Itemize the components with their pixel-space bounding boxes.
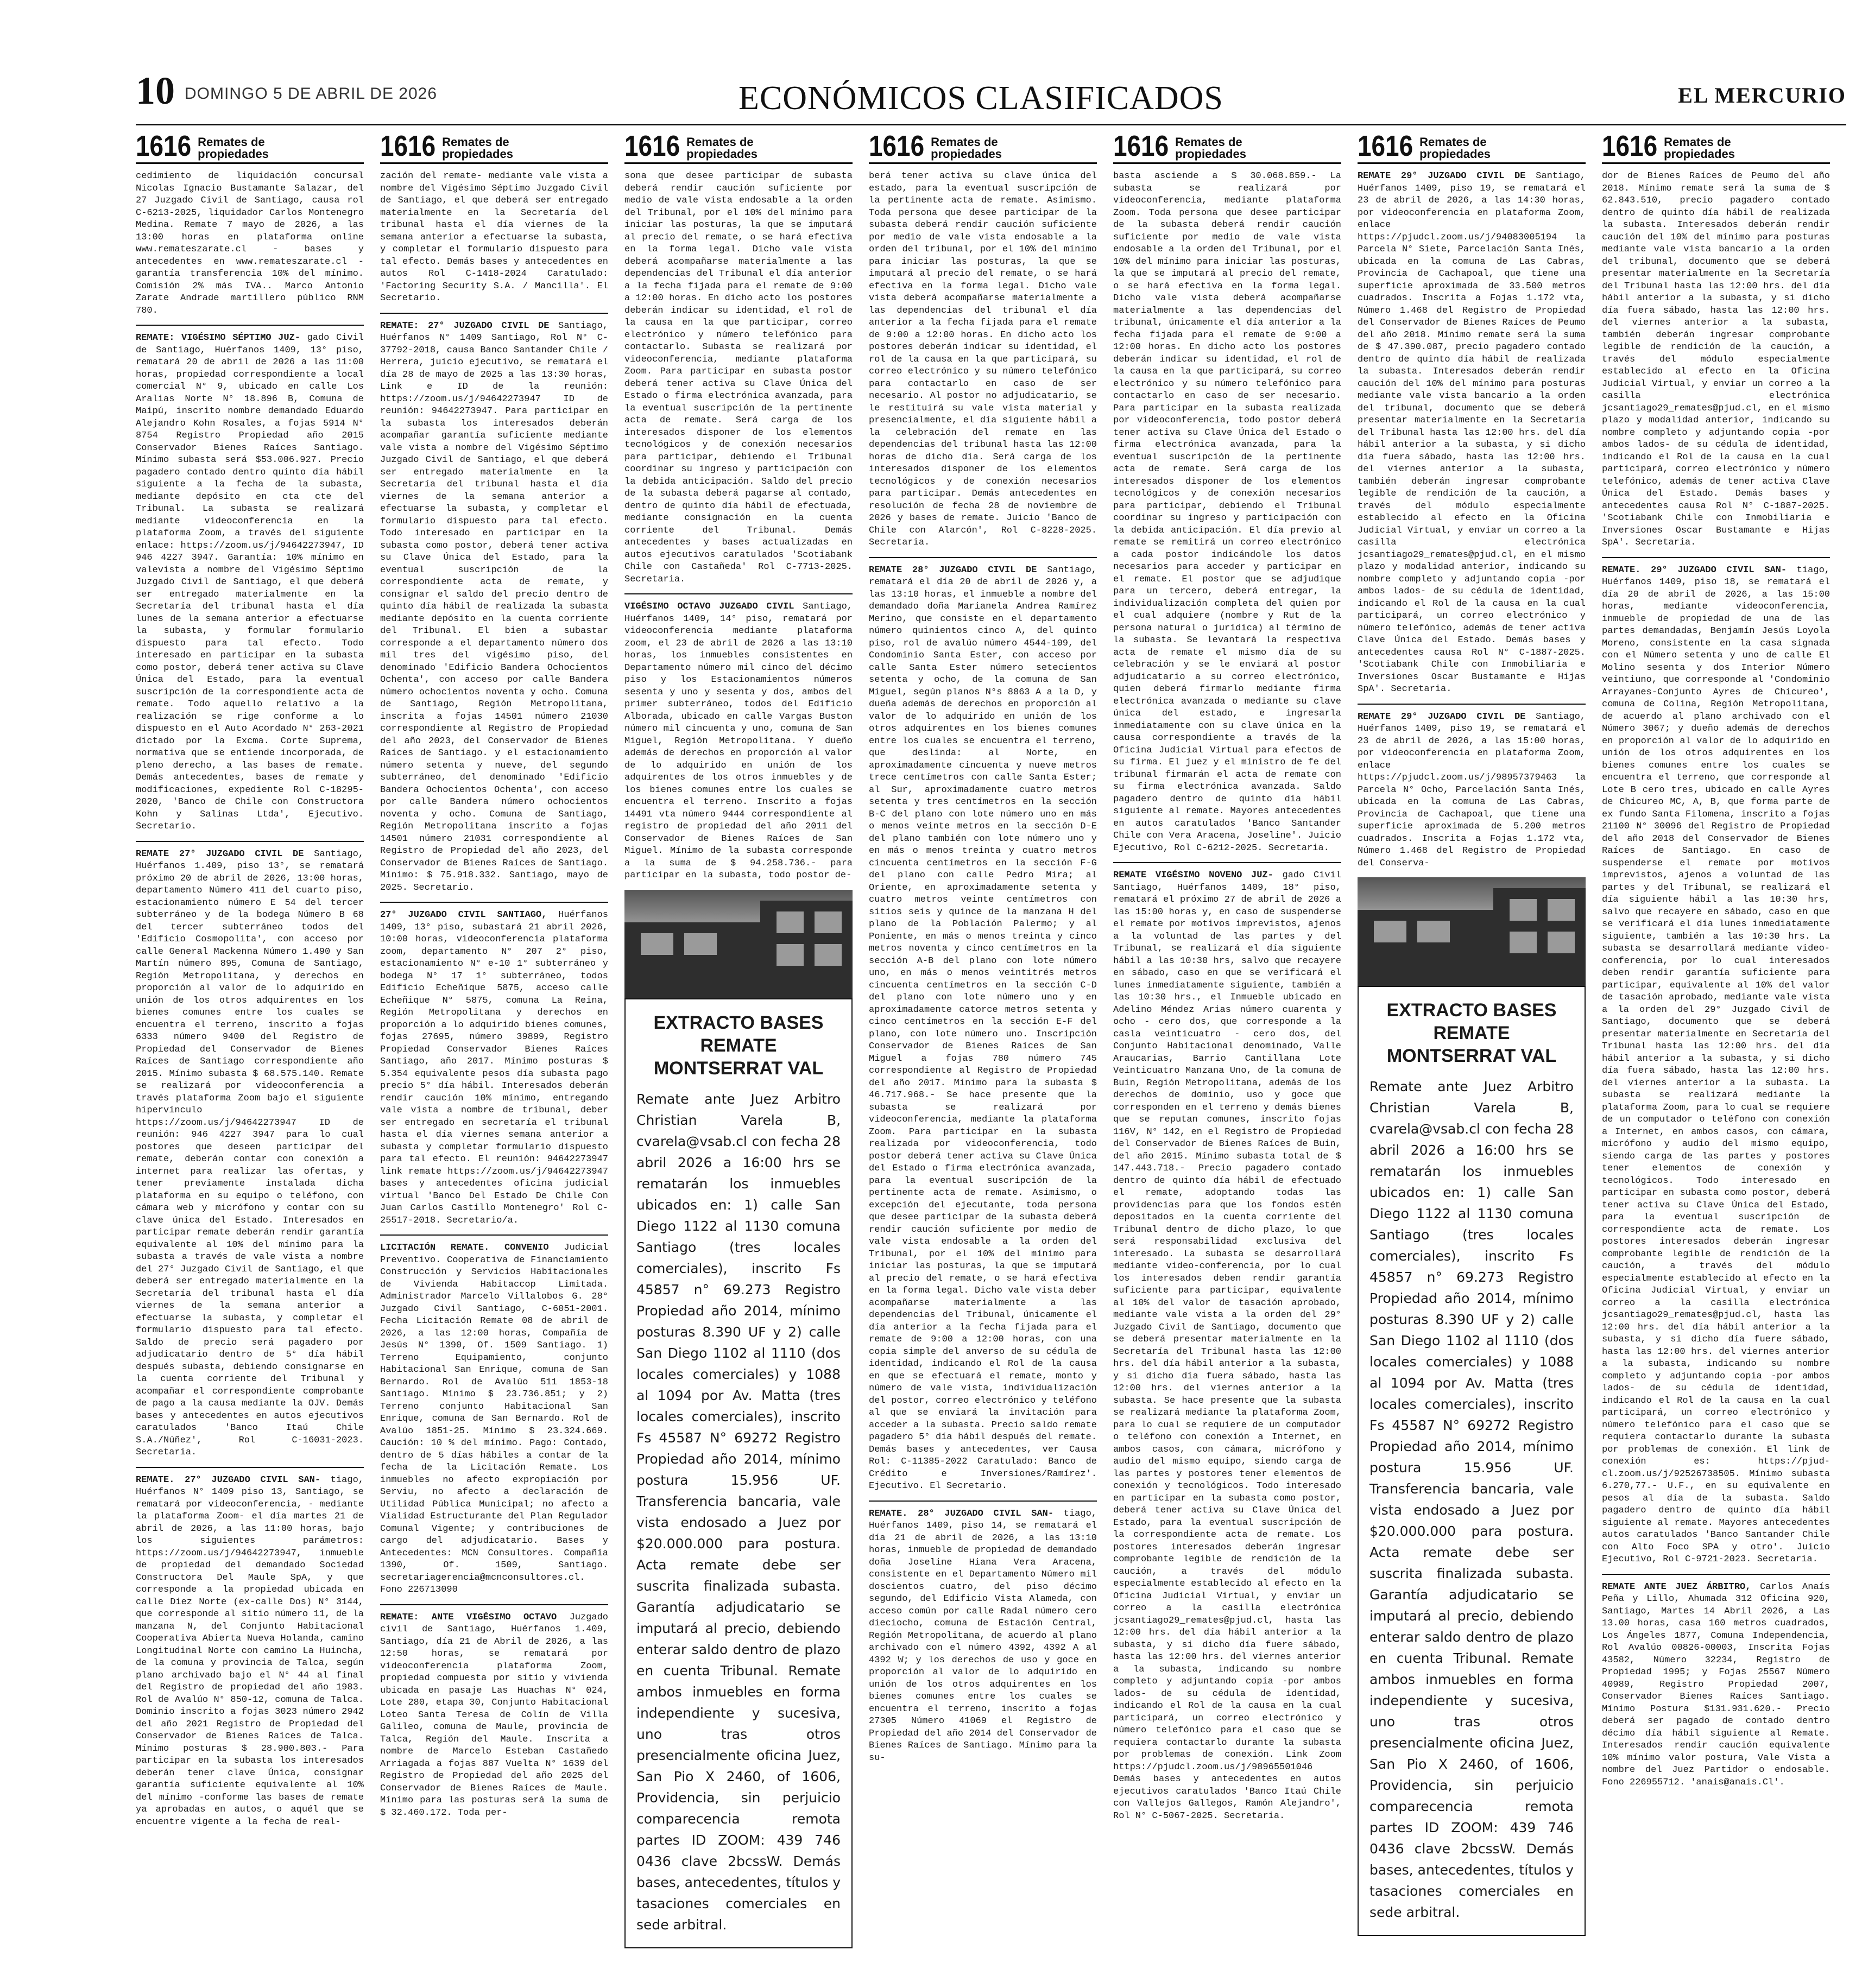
category-label: Remates de propiedades <box>686 135 758 161</box>
classified-ad <box>1113 170 1341 854</box>
newspaper-brand: EL MERCURIO <box>1678 83 1846 107</box>
classified-ad <box>1602 557 1830 1566</box>
category-code: 1616 <box>1358 130 1413 162</box>
category-label: Remates de propiedades <box>931 135 1002 161</box>
ad-text: dor de Bienes Raíces de Peumo del año 2018. Mínimo remate será la suma de $ 62.843.510, precio pagadero contado dentro de quinto día hábil de realizada la subasta. Interesados deberán rendir caución del 10% del mínimo para posturas mediante vale vista bancario a la orden del tribunal, documento que se deberá presentar materialmente en la Secretaría del Tribunal hasta las 12:00 hrs. del día hábil anterior a la subasta, y si dicho día fuera sábado, hasta las 12:00 hrs. del viernes anterior a la subasta, también deberán ingresar comprobante legible de rendición de la caución, a través del módulo especialmente establecido al efecto en la Oficina Judicial Virtual, y enviar un correo a la casilla electrónica jcsantiago29_remates@pjud.cl, en el mismo plazo y modalidad anterior, indicando su nombre completo y adjuntando copia -por ambos lados- de su cédula de identidad, indicando el Rol de la causa en la cual participará, correo electrónico y número telefónico, además de tener activa Clave Única del Estado. Demás bases y antecedentes causa Rol N° C-1887-2025. 'Scotiabank Chile con Inmobiliaria e Inversiones Oscar Bustamante e Hijas SpA'. Secretaria. <box>1602 171 1830 548</box>
column-7 <box>1602 130 1830 1976</box>
ad-text: Juzgado civil de Santiago, Huérfanos 1.409, Santiago, día 21 de Abril de 2026, a las 12:50 horas, se rematará por videoconferencia plataforma Zoom, propiedad compuesta por sitio y vivienda ubicada en pasaje Las Huachas N° 024, Lote 280, etapa 30, Conjunto Habitacional Loteo Santa Teresa de Colín de Villa Galileo, comuna de Maule, provincia de Talca, Región del Maule. Inscrita a nombre de Marcelo Esteban Castañedo Arriagada a fojas 887 Vuelta N° 1639 del Registro de Propiedad del año 2025 del Conservador de Bienes Raíces de Maule. Mínimo para las posturas será la suma de $ 32.460.172. Toda per- <box>380 1612 608 1818</box>
ad-lead: REMATE. 29° JUZGADO CIVIL SAN- <box>1602 565 1797 575</box>
classified-ad <box>869 170 1097 549</box>
column-3 <box>624 130 853 1976</box>
classified-ad <box>380 313 608 895</box>
ad-text: berá tener activa su clave única del estado, para la eventual suscripción de la pertinente acta de remate. Asimismo. Toda persona que desee participar de la subasta deberá rendir caución suficiente por medio de vale vista endosable a la orden del tribunal, por el 10% del mínimo para iniciar las posturas, la que se imputará al precio del remate, o se hará efectiva en la forma legal. Dicho vale vista deberá acompañarse materialmente a las dependencias del tribunal el día anterior a la fecha fijada para el remate de 9:00 a 12:00 horas. En dicho acto los postores deberán indicar su identidad, el rol de la causa en la que participará, su correo electrónico y su número telefónico para contactarlo en caso de ser necesario. Al postor no adjudicatario, se le restituirá su vale vista material y presencialmente, el día siguiente hábil a la celebración del remate en las dependencias del tribunal hasta las 12:00 horas de dicho día. Será carga de los interesados disponer de los elementos tecnológicos y de conexión necesarios para participar. Demás antecedentes en resolución de fecha 28 de noviembre de 2026 y bases de remate. Juicio 'Banco de Chile con Alarcón', Rol C-8228-2025. Secretaria. <box>869 171 1097 548</box>
ad-lead: VIGÉSIMO OCTAVO JUZGADO CIVIL <box>624 602 803 612</box>
classified-ad <box>1113 862 1341 1822</box>
column-header <box>869 130 1097 164</box>
section-title: ECONÓMICOS CLASIFICADOS <box>739 80 1223 117</box>
classified-ad <box>1358 170 1586 696</box>
column-body <box>136 164 364 1828</box>
category-code: 1616 <box>136 130 192 162</box>
ad-text: Santiago, Huérfanos 1409, piso 19, se rematará el 23 de abril de 2026, a las 15:00 horas, por videoconferencia en plataforma Zoom, enlace https://pjudcl.zoom.us/j/98957379463 la Parcela N° Ocho, Parcelación Santa Inés, ubicada en la comuna de Las Cabras, Provincia de Cachapoal, que tiene una superficie aproximada de 5.200 metros cuadrados. Inscrita a Fojas 1.172 vta, Número 1.468 del Registro de Propiedad del Conserva- <box>1358 711 1586 869</box>
extract-bases-body: Remate ante Juez Arbitro Christian Varela B, cvarela@vsab.cl con fecha 28 abril 2026 a 16:00 hrs se rematarán los inmuebles ubicados en: 1) calle San Diego 1122 al 1130 comuna Santiago (tres locales comerciales), inscrito Fs 45857 n° 69.273 Registro Propiedad año 2014, mínimo posturas 8.390 UF y 2) calle San Diego 1102 al 1110 (dos locales comerciales) y 1088 al 1094 por Av. Matta (tres locales comerciales), inscrito Fs 45587 N° 69272 Registro Propiedad año 2014, mínimo postura 15.956 UF. Transferencia bancaria, vale vista endosado a Juez por $20.000.000 para postura. Acta remate debe ser suscrita finalizada subasta. Garantía adjudicatario se imputará al precio, debiendo enterar saldo dentro de plazo en cuenta Tribunal. Remate ambos inmuebles en forma independiente y sucesiva, uno tras otros presencialmente oficina Juez, San Pio X 2460, of 1606, Providencia, sin perjuicio comparecencia remota partes ID ZOOM: 439 746 0436 clave 2bcssW. Demás bases, antecedentes, títulos y tasaciones comerciales en sede arbitral. <box>1369 1079 1574 1920</box>
column-5 <box>1113 130 1341 1976</box>
classified-ad <box>1602 1574 1830 1789</box>
classified-ad <box>380 1234 608 1597</box>
category-label: Remates de propiedades <box>1664 135 1735 161</box>
ad-text: zación del remate- mediante vale vista a nombre del Vigésimo Séptimo Juzgado Civil de Santiago, el que deberá ser entregado materialmente en la Secretaría del tribunal hasta el día viernes de la semana anterior a efectuarse la subasta, y completar el formulario dispuesto para tal efecto. Demás bases y antecedentes en autos Rol C-1418-2024 Caratulado: 'Factoring Security S.A. / Mancilla'. El Secretario. <box>380 171 608 303</box>
page-date: DOMINGO 5 DE ABRIL DE 2026 <box>185 85 438 103</box>
ad-text: Carlos Anaís Peña y Lillo, Ahumada 312 Oficina 920, Santiago, Martes 14 Abril 2026, a Las 13.00 horas, casa 160 metros cuadrados, Los Ángeles 1877, Comuna Independencia, Rol Avalúo 00826-00003, Inscrita Fojas 43582, Número 32234, Registro de Propiedad 1995; y Fojas 25567 Número 40989, Registro Propiedad 2007, Conservador Bienes Raíces Santiago. Mínimo Postura $131.931.620.- Precio deberá ser pagado de contado dentro décimo día hábil siguiente al Remate. Interesados rendir caución equivalente 10% mínimo valor postura, Vale Vista a nombre del Juez Partidor o endosable. Fono 226955712. 'anais@anais.Cl'. <box>1602 1581 1830 1788</box>
column-header <box>380 130 608 164</box>
extract-bases-body: Remate ante Juez Arbitro Christian Varela B, cvarela@vsab.cl con fecha 28 abril 2026 a 16:00 hrs se rematarán los inmuebles ubicados en: 1) calle San Diego 1122 al 1130 comuna Santiago (tres locales comerciales), inscrito Fs 45857 n° 69.273 Registro Propiedad año 2014, mínimo posturas 8.390 UF y 2) calle San Diego 1102 al 1110 (dos locales comerciales) y 1088 al 1094 por Av. Matta (tres locales comerciales), inscrito Fs 45587 N° 69272 Registro Propiedad año 2014, mínimo postura 15.956 UF. Transferencia bancaria, vale vista endosado a Juez por $20.000.000 para postura. Acta remate debe ser suscrita finalizada subasta. Garantía adjudicatario se imputará al precio, debiendo enterar saldo dentro de plazo en cuenta Tribunal. Remate ambos inmuebles en forma independiente y sucesiva, uno tras otros presencialmente oficina Juez, San Pio X 2460, of 1606, Providencia, sin perjuicio comparecencia remota partes ID ZOOM: 439 746 0436 clave 2bcssW. Demás bases, antecedentes, títulos y tasaciones comerciales en sede arbitral. <box>636 1091 841 1933</box>
ad-lead: REMATE. 27° JUZGADO CIVIL SAN- <box>136 1474 331 1485</box>
column-header <box>136 130 364 164</box>
ad-lead: REMATE: ANTE VIGÉSIMO OCTAVO <box>380 1612 570 1623</box>
property-photo <box>624 890 853 998</box>
extract-bases-title: EXTRACTO BASES REMATE MONTSERRAT VAL <box>653 1012 824 1079</box>
ad-text: Judicial Preventivo. Cooperativa de Financiamiento Construcción y Servicios Habitacionales de Vivienda Habitaccop Limitada. Administrador Marcelo Villalobos G. 28° Juzgado Civil Santiago, C-6051-2001. Fecha Licitación Remate 08 de abril de 2026, a las 12:00 horas, Compañía de Jesús N° 1390, Of. 1509 Santiago. 1) Terreno Equipamiento, conjunto Habitacional San Enrique, comuna de San Bernardo. Rol de Avalúo 511 1853-18 Santiago. Mínimo $ 23.736.851; y 2) Terreno conjunto Habitacional San Enrique, comuna de San Bernardo. Rol de Avalúo 1851-25. Mínimo $ 23.324.669. Caución: 10 % del mínimo. Pago: Contado, dentro de 5 días hábiles a contar de la fecha de la Licitación Remate. Los inmuebles no afecto expropiación por Serviu, no afecto a declaración de Utilidad Pública Municipal; no afecto a Vialidad Estructurante del Plan Regulador Comunal Vigente; y contribuciones de cargo del adjudicatario. Bases y Antecedentes: MCN Consultores. Compañía 1390, Of. 1509, Santiago. secretariagerencia@mcnconsultores.cl. Fono 226713090 <box>380 1243 608 1595</box>
ad-text: cedimiento de liquidación concursal Nicolas Ignacio Bustamante Salazar, del 27 Juzgado Civil de Santiago, causa rol C-6213-2025, liquidador Carlos Montenegro Medina. Remate 7 mayo de 2026, a las 13:00 horas en plataforma online www.remateszarate.cl - bases y antecedentes en www.remateszarate.cl - garantía transferencia 10% del mínimo. Comisión 2% más IVA.. Marco Antonio Zarate Andrade martillero público RNM 780. <box>136 171 364 316</box>
column-body <box>1602 164 1830 1789</box>
masthead-rule <box>136 124 1846 125</box>
ad-lead: REMATE VIGÉSIMO NOVENO JUZ- <box>1113 870 1283 881</box>
ad-text: Santiago, Huérfanos 1409, 14° piso, rematará por videoconferencia mediante plataforma zoom, el 23 de abril de 2026 a las 13:10 horas, los inmuebles consistentes en Departamento número mil cinco del décimo piso y los Estacionamientos números sesenta y uno y sesenta y dos, ambos del primer subterráneo, todos del Edificio Alborada, ubicado en calle Vargas Buston número mil cincuenta y uno, comuna de San Miguel, Región Metropolitana. Y dueño además de derechos en proporción al valor de lo adquirido en unión de los adquirentes de los otros inmuebles y de los bienes comunes entre los cuales se encuentra el terreno. Inscrito a fojas 14491 vta número 9444 correspondiente al registro de propiedad del año 2011 del Conservador de Bienes Raíces de San Miguel. Mínimo de la subasta corresponde a la suma de $ 94.258.736.- para participar en la subasta, todo postor de- <box>624 602 853 881</box>
column-header <box>1113 130 1341 164</box>
ad-text: gado Civil Santiago, Huérfanos 1409, 18° piso, rematará el próximo 27 de abril de 2026 a las 15:00 horas y, en caso de suspenderse el remate por motivos imprevistos, ajenos a la voluntad de las partes y del Tribunal, se realizará el día siguiente hábil a las 10:30 hrs, salvo que recayere en sábado, caso en que se verificará el lunes inmediatamente siguiente, también a las 10:30 hrs., el Inmueble ubicado en Adelino Méndez Arias número cuarenta y ocho - cero dos, que corresponde a la casla veinticuatro - cero dos, del Conjunto Habitacional denominado, Valle Araucarias, Barrio Cantillana Lote Veinticuatro Manzana Uno, de la comuna de Buin, Región Metropolitana, además de los derechos de dominio, uso y goce que corresponden en el terreno y demás bienes que se reputan comunes, inscrito fojas 116V, N° 142, en el Registro de Propiedad del Conservador de Bienes Raíces de Buin, del año 2015. Mínimo subasta total de $ 147.443.718.- Precio pagadero contado dentro de quinto día hábil de efectuado el remate, adoptando todas las providencias para que los fondos estén depositados en la cuenta corriente del Tribunal dentro de dicho plazo, lo que será responsabilidad exclusiva del interesado. La subasta se desarrollará mediante video-conferencia, por lo cual los interesados deben rendir garantía suficiente para participar, equivalente al 10% del valor de tasación aprobado, mediante vale vista a la orden del 29° Juzgado Civil de Santiago, documento que se deberá presentar materialmente en la Secretaría del Tribunal hasta las 12:00 hrs. del día hábil anterior a la subasta, y si dicho día fuera sábado, hasta las 12:00 hrs. del viernes anterior a la subasta. Se hace presente que la subasta se realizará mediante la plataforma Zoom, para lo cual se requiere de un computador o teléfono con conexión a Internet, en ambos casos, con cámara, micrófono y audio del mismo equipo, siendo carga de las partes y postores tener elementos de conexión y tecnológicos. Todo interesado en participar en la subasta como postor, deberá tener activa su Clave Única del Estado, para la eventual suscripción de la correspondiente acta de remate. Los postores interesados deberán ingresar comprobante legible de rendición de la caución, a través del módulo especialmente establecido al efecto en la Oficina Judicial Virtual, y enviar un correo a la casilla electrónica jcsantiago29_remates@pjud.cl, hasta las 12:00 hrs. del día hábil anterior a la subasta, y si dicho día fuere sábado, hasta las 12:00 hrs. del viernes anterior a la subasta, indicando su nombre completo y adjuntando copia -por ambos lados- de su cédula de identidad, indicando el Rol de la causa en la cual participará, un correo electrónico y número telefónico para el caso que se requiera contactarlo durante la subasta por problemas de conexión. Link Zoom https://pjudcl.zoom.us/j/98965501046 Demás bases y antecedentes en autos ejecutivos caratulados 'Banco Itaú Chile con Vallejos Gallegos, Ramón Alejandro', Rol N° C-5067-2025. Secretaria. <box>1113 870 1341 1821</box>
classified-ad <box>136 841 364 1459</box>
column-header <box>1358 130 1586 164</box>
extract-bases-title: EXTRACTO BASES REMATE MONTSERRAT VAL <box>1386 1000 1557 1066</box>
category-code: 1616 <box>869 130 925 162</box>
column-body <box>624 164 853 1948</box>
column-header <box>624 130 853 164</box>
classified-ad <box>136 170 364 317</box>
ad-lead: REMATE 27° JUZGADO CIVIL DE <box>136 849 314 859</box>
classified-ad <box>869 557 1097 1493</box>
ad-text: Santiago, Huérfanos N° 1409 Santiago, Rol N° C-37792-2018, causa Banco Santander Chile / Herrera, juicio ejecutivo, se rematará el día 28 de mayo de 2025 a las 13:30 horas, Link e ID de la reunión: https://zoom.us/j/94642273947 ID de reunión: 94642273947. Para participar en la subasta los interesados deberán acompañar garantía suficiente mediante vale vista a nombre del Vigésimo Séptimo Juzgado Civil de Santiago, el que deberá ser entregado materialmente en la Secretaría del tribunal hasta el día viernes de la semana anterior a efectuarse la subasta, y completar el formulario dispuesto para tal efecto. Todo interesado en participar en la subasta como postor, deberá tener activa su Clave Única del Estado, para la eventual suscripción de la correspondiente acta de remate, y consignar el saldo del precio dentro de quinto día hábil de realizada la subasta mediante depósito en la cuenta corriente del Tribunal. El bien a subastar corresponde a el departamento número dos mil tres del vigésimo piso, del denominado 'Edificio Bandera Ochocientos Ochenta', con acceso por calle Bandera número ochocientos noventa y ocho. Comuna de Santiago, Región Metropolitana, inscrita a fojas 14501 número 21030 correspondiente al Registro de Propiedad del año 2023, del Conservador de Bienes Raíces de Santiago. y el estacionamiento número setenta y nueve, del segundo subterráneo, del denominado 'Edificio Bandera Ochocientos Ochenta', con acceso por calle Bandera número ochocientos noventa y ocho. Comuna de Santiago, Región Metropolitana inscrito a fojas 14501 número 21031 correspondiente al Registro de Propiedad del año 2023, del Conservador de Bienes Raíces de Santiago. Mínimo: $ 75.918.332. Santiago, mayo de 2025. Secretario. <box>380 320 608 893</box>
ad-lead: LICITACIÓN REMATE. CONVENIO <box>380 1243 564 1253</box>
classified-ad <box>624 593 853 882</box>
extract-bases-box <box>1358 986 1586 1936</box>
ad-lead: REMATE: VIGÉSIMO SÉPTIMO JUZ- <box>136 333 307 343</box>
column-1 <box>136 130 364 1976</box>
property-photo <box>1358 877 1586 986</box>
column-header <box>1602 130 1830 164</box>
category-label: Remates de propiedades <box>1419 135 1491 161</box>
column-body <box>380 164 608 1819</box>
classified-ad <box>136 325 364 833</box>
column-4 <box>869 130 1097 1976</box>
masthead <box>136 64 1846 124</box>
category-label: Remates de propiedades <box>198 135 269 161</box>
category-code: 1616 <box>1602 130 1658 162</box>
ad-text: Santiago, rematará el día 20 de abril de 2026 y, a las 13:10 horas, el inmueble a nombre del demandado doña Marianela Andrea Ramírez Merino, que consiste en el departamento número quinientos cinco A, del quinto piso, rol de avalúo número 4544-109, del Condominio Santa Ester, con acceso por calle Santa Ester número setecientos setenta y ocho, de la comuna de San Miguel, según planos N°s 8863 A a la D, y dueña además de derechos en proporción al valor de lo adquirido en unión de los otros adquirentes en los bienes comunes entre los cuales se encuentra el terreno, que deslinda: al Norte, en aproximadamente cincuenta y nueve metros trece centímetros con calle Santa Ester; al Sur, aproximadamente cuatro metros setenta y tres centímetros en la sección B-C del plano con lote número uno en más o menos veinte metros en la sección D-E del plano también con lote número uno y en más o menos treinta y cuatro metros cincuenta centímetros en la sección F-G del plano con calle Pedro Mira; al Oriente, en aproximadamente setenta y cuatro metros veinte centímetros con sitios seis y quince de la manzana H del plano de la Población Palermo; y al Poniente, en más o menos treinta y cinco metros noventa y cinco centímetros en la sección A-B del plano con lote número uno, en más o menos veintitrés metros cincuenta centímetros en la sección C-D del plano con lote número uno y en aproximadamente catorce metros setenta y cinco centímetros en la sección E-F del plano, con lote número uno. Inscripción Conservador de Bienes Raíces de San Miguel a fojas 780 número 745 correspondiente al Registro de Propiedad del año 2017. Mínimo para la subasta $ 46.717.968.- Se hace presente que la subasta se realizará por videoconferencia, mediante la plataforma Zoom. Para participar en la subasta realizada por videoconferencia, todo postor deberá tener activa su Clave Única del Estado o firma electrónica avanzada, para la eventual suscripción de la pertinente acta de remate. Asimismo, o excepción del ejecutante, toda persona que desee participar de la subasta deberá rendir caución suficiente por medio de vale vista endosable a la orden del Tribunal, por el 10% del mínimo para iniciar las posturas, la que se imputará al precio del remate, o se hará efectiva en la forma legal. Dicho vale vista deber acompañarse materialmente a las dependencias del Tribunal, únicamente el día anterior a la fecha fijada para el remate de 9:00 a 12:00 horas, con una copia simple del anverso de su cédula de identidad, indicando el Rol de la causa en que se efectuará el remate, monto y número de vale vista, individualización del postor, correo electrónico y teléfono al que se enviará la invitación para acceder a la subasta. Precio saldo remate pagadero 5° día hábil después del remate. Demás bases y antecedentes, ver Causa Rol: C-11385-2022 Caratulado: Banco de Crédito e Inversiones/Ramírez'. Ejecutivo. El Secretario. <box>869 565 1097 1491</box>
ad-lead: REMATE 28° JUZGADO CIVIL DE <box>869 565 1047 575</box>
category-label: Remates de propiedades <box>442 135 513 161</box>
ad-lead: REMATE 29° JUZGADO CIVIL DE <box>1358 711 1536 722</box>
ad-text: Santiago, Huérfanos 1409, piso 19, se rematará el 23 de abril de 2026, a las 14:30 horas, por videoconferencia en plataforma Zoom, enlace https://pjudcl.zoom.us/j/94083005194 la Parcela N° Siete, Parcelación Santa Inés, ubicada en la comuna de Las Cabras, Provincia de Cachapoal, que tiene una superficie aproximada de 33.500 metros cuadrados. Inscrita a Fojas 1.172 vta, Número 1.468 del Registro de Propiedad del Conservador de Bienes Raíces de Peumo del año 2018. Mínimo remate será la suma de $ 47.390.087, precio pagadero contado dentro de quinto día hábil de realizada la subasta. Interesados deberán rendir caución del 10% del mínimo para posturas mediante vale vista bancario a la orden del tribunal, documento que se deberá presentar materialmente en la Secretaría del Tribunal hasta las 12:00 hrs. del día hábil anterior a la subasta, y si dicho día fuera sábado, hasta las 12:00 hrs. del viernes anterior a la subasta, también deberán ingresar comprobante legible de rendición de la caución, a través del módulo especialmente establecido al efecto en la Oficina Judicial Virtual, y enviar un correo a la casilla electrónica jcsantiago29_remates@pjud.cl, en el mismo plazo y modalidad anterior, indicando su nombre completo y adjuntando copia -por ambos lados- de su cédula de identidad, indicando el Rol de la causa en la cual participará, un correo electrónico y número telefónico, además de tener activa Clave Única del Estado. Demás bases y antecedentes causa Rol N° C-1887-2025. 'Scotiabank Chile con Inmobiliaria e Inversiones Oscar Bustamante e Hijas SpA'. Secretaria. <box>1358 171 1586 694</box>
classified-ad <box>624 170 853 586</box>
ad-lead: REMATE ANTE JUEZ ÁRBITRO, <box>1602 1581 1760 1592</box>
category-code: 1616 <box>624 130 680 162</box>
classified-ad <box>380 902 608 1227</box>
classified-ad <box>380 170 608 305</box>
ad-lead: 27° JUZGADO CIVIL SANTIAGO, <box>380 910 559 920</box>
column-body <box>1113 164 1341 1822</box>
classified-ad <box>1358 704 1586 870</box>
category-code: 1616 <box>1113 130 1169 162</box>
classified-ad <box>1602 170 1830 549</box>
column-body <box>869 164 1097 1764</box>
column-6 <box>1358 130 1586 1976</box>
ad-text: tiago, Huérfanos 1409, piso 14, se rematará el día 21 de abril de 2026, a las 13:10 horas, inmueble de propiedad de demandado doña Joseline Hiana Vera Aracena, consistente en el Departamento Número mil doscientos cuatro, del piso décimo segundo, del Edificio Vista Alameda, con acceso común por calle Radal número cero dieciocho, comuna de Estación Central, Región Metropolitana, de acuerdo al plano archivado con el número 4392, 4392 A al 4392 W; y los derechos de uso y goce en proporción al valor de lo adquirido en unión de los otros adquirentes en los bienes comunes entre los cuales se encuentra el terreno, inscrito a fojas 27305 Número 41069 el Registro de Propiedad del año 2014 del Conservador de Bienes Raíces de Santiago. Mínimo para la su- <box>869 1508 1097 1763</box>
ad-lead: REMATE 29° JUZGADO CIVIL DE <box>1358 171 1536 181</box>
classified-ad <box>380 1604 608 1820</box>
ad-text: basta asciende a $ 30.068.859.- La subasta se realizará por videoconferencia, mediante plataforma Zoom. Toda persona que desee participar de la subasta deberá rendir caución suficiente por medio de vale vista endosable a la orden del Tribunal, por el 10% del mínimo para iniciar las posturas, la que se imputará al precio del remate, o se hará efectiva en la forma legal. Dicho vale vista deberá acompañarse materialmente a las dependencias del tribunal, únicamente el día anterior a la fecha fijada para el remate de 9:00 a 12:00 horas. En dicho acto los postores deberán indicar su identidad, el rol de la causa en la que participará, su correo electrónico y su número telefónico para contactarlo en caso de ser necesario. Para participar en la subasta realizada por videoconferencia, todo postor deberá tener activa su Clave Única del Estado o firma electrónica avanzada, para la eventual suscripción de la pertinente acta de remate. Será carga de los interesados disponer de los elementos tecnológicos y de conexión necesarios para participar, debiendo el Tribunal coordinar su ingreso y participación con la debida anticipación. El día previo al remate se remitirá un correo electrónico a cada postor indicándole los datos necesarios para acceder y participar en el remate. El postor que se adjudique para un tercero, deberá entregar, la individualización completa del quien por el cual adquiere (nombre y Rut de la persona natural o jurídica) al término de la subasta. Se levantará la respectiva acta de remate el mismo día de su celebración y se le enviará al postor adjudicatario a su correo electrónico, quien deberá firmarlo mediante firma electrónica avanzada o mediante su clave única del estado, e ingresarla inmediatamente con su clave única en la causa correspondiente a través de la Oficina Judicial Virtual para efectos de su firma. El juez y el ministro de fe del tribunal firmarán el acta de remate con su firma electrónica avanzada. Saldo pagadero dentro de quinto día hábil siguiente al remate. Mayores antecedentes en autos caratulados 'Banco Santander Chile con Vera Aracena, Joseline'. Juicio Ejecutivo, Rol C-6212-2025. Secretaria. <box>1113 171 1341 853</box>
ad-text: tiago, Huérfanos N° 1409 piso 13, Santiago, se rematará por videoconferencia, - mediante la plataforma Zoom- el día martes 21 de abril de 2026, a las 11:00 horas, bajo los siguientes parámetros: https://zoom.us/j/94642273947, inmueble de propiedad del demandado Sociedad Constructora Del Maule SpA, y que corresponde a la propiedad ubicada en calle Diez Norte (ex-calle Dos) N° 3144, que corresponde al sitio número 11, de la manzana N, del Conjunto Habitacional Cooperativa Abierta Nueva Holanda, camino Longitudinal Norte con camino La Huincha, de la comuna y provincia de Talca, según plano archivado bajo el N° 44 al final del Registro de propiedad del año 1983. Rol de Avalúo N° 850-12, comuna de Talca. Dominio inscrito a fojas 3023 número 2942 del año 2021 Registro de Propiedad del Conservador de Bienes Raíces de Talca. Mínimo posturas $ 28.900.803.- Para participar en la subasta los interesados deberán tener clave Única, consignar garantía suficiente equivalente al 10% del mínimo -conforme las bases de remate ya aprobadas en autos, o aquél que se encuentre vigente a la fecha de real- <box>136 1474 364 1827</box>
category-code: 1616 <box>380 130 436 162</box>
ad-text: Huérfanos 1409, 13° piso, subastará 21 abril 2026, 10:00 horas, videoconferencia plataforma zoom, departamento N° 207 2° piso, estacionamiento N° e-10 1° subterráneo y bodega N° 17 1° subterráneo, todos Edificio Echeñique 5875, acceso calle Echeñique N° 5875, comuna La Reina, Región Metropolitana y derechos en proporción a lo adquirido bienes comunes, fojas 27695, número 39899, Registro Propiedad Conservador Bienes Raíces Santiago, año 2017. Mínimo posturas $ 5.354 equivalente pesos día subasta pago precio 5° día hábil. Interesados deberán rendir caución 10% mínimo, entregando vale vista a nombre de tribunal, deber ser entregado en secretaría el tribunal hasta el día viernes semana anterior a subasta y completar formulario dispuesto para tal efecto. El reunión: 94642273947 link remate https://zoom.us/j/94642273947 bases y antecedentes oficina judicial virtual 'Banco Del Estado De Chile Con Juan Carlos Castillo Montenegro' Rol C-25517-2018. Secretario/a. <box>380 910 608 1226</box>
page-number: 10 <box>136 69 175 112</box>
category-label: Remates de propiedades <box>1175 135 1246 161</box>
ad-text: Santiago, Huérfanos 1.409, piso 13°, se rematará próximo 20 de abril de 2026, 13:00 horas, departamento Número 411 del cuarto piso, estacionamiento número E 54 del tercer subterráneo y de la bodega Número B 68 del tercer subterráneo todos del 'Edificio Cosmopolita', con acceso por calle General Mackenna Número 1.490 y San Martín número 895, Comuna de Santiago, Región Metropolitana, y derechos en proporción al valor de lo adquirido en unión de los otros adquirentes en los bienes comunes entre los cuales se encuentra el terreno, inscrito a fojas 6333 número 9400 del Registro de Propiedad del Conservador de Bienes Raíces de Santiago correspondiente año 2015. Mínimo subasta $ 68.575.140. Remate se realizará por videoconferencia a través plataforma Zoom bajo el siguiente hipervínculo https://zoom.us/j/94642273947 ID de reunión: 946 4227 3947 para lo cual postores que deseen participar del remate, deberán contar con conexión a internet para realizar las ofertas, y tener previamente instalada dicha plataforma en su equipo o teléfono, con cámara web y micrófono y contar con su clave única del Estado. Interesados en participar remate deberán rendir garantía equivalente al 10% del mínimo para la subasta a través de vale vista a nombre del 27° Juzgado Civil de Santiago, el que deberá ser entregado materialmente en la Secretaría del tribunal hasta el día viernes de la semana anterior a efectuarse la subasta, y completar el formulario dispuesto para tal efecto. Saldo de precio será pagadero por adjudicatario dentro de 5° día hábil después subasta, debiendo consignarse en la cuenta corriente del Tribunal y acompañar el correspondiente comprobante de pago a la causa mediante la OJV. Demás bases y antecedentes en autos ejecutivos caratulados 'Banco Itaú Chile S.A./Núñez', Rol C-16031-2023. Secretaria. <box>136 849 364 1458</box>
extract-bases-box <box>624 998 853 1948</box>
ad-text: gado Civil de Santiago, Huérfanos 1409, 13° piso, rematará 20 de abril de 2026 a las 11:00 horas, propiedad correspondiente a local comercial N° 9, ubicado en calle Los Aralias Norte N° 18.896 B, Comuna de Maipú, inscrito nombre demandado Eduardo Alejandro Kohn Rosales, a fojas 5914 N° 8754 Registro Propiedad año 2015 Conservador Bienes Raíces Santiago. Mínimo subasta será $53.006.927. Precio pagadero contado dentro quinto día hábil siguiente a la fecha de la subasta, mediante depósito en cta cte del Tribunal. La subasta se realizará mediante videoconferencia en la plataforma Zoom, a través del siguiente enlace: https://zoom.us/j/94642273947, ID 946 4227 3947. Garantía: 10% mínimo en valevista a nombre del Vigésimo Séptimo Juzgado Civil de Santiago, el que deberá ser entregado materialmente en la Secretaría del tribunal hasta el día lunes de la semana anterior a efectuarse la subasta, y formular formulario dispuesto para tal efecto. Todo interesado en participar en la subasta como postor, deberá tener activa su Clave Única del Estado, para la eventual suscripción de la correspondiente acta de remate. Todo aquello relativo a la realización se rige conforme a lo dispuesto en el Auto Acordado N° 263-2021 dictado por la Excma. Corte Suprema, normativa que se entiende incorporada, de pleno derecho, a las bases de remate. Demás antecedentes, bases de remate y modificaciones, expediente Rol C-18295-2020, 'Banco de Chile con Constructora Kohn y Salinas Ltda', Ejecutivo. Secretario. <box>136 333 364 832</box>
ad-lead: REMATE: 27° JUZGADO CIVIL DE <box>380 320 559 331</box>
ad-text: tiago, Huérfanos 1409, piso 18, se rematará el día 20 de abril de 2026, a las 15:00 horas, mediante videoconferencia, inmueble de propiedad de una de las partes demandadas, Benjamín Jesús Loyola Moreno, consistente en la casa signada con el Número setenta y uno de calle El Molino sesenta y dos Interior Número veintiuno, que corresponde al 'Condominio Arrayanes-Conjunto Ayres de Chicureo', comuna de Colina, Región Metropolitana, de acuerdo al plano archivado con el Número 3067; y dueño además de derechos en proporción al valor de lo adquirido en unión de los otros adquirentes en los bienes comunes entre los cuales se encuentra el terreno, que corresponde al Lote B cero tres, ubicado en calle Ayres de Chicureo MC, A, B, que forma parte de ex fundo Santa Filomena, inscrito a fojas 21100 N° 30096 del Registro de Propiedad del año 2018 del Conservador de Bienes Raíces de Santiago. En caso de suspenderse el remate por motivos imprevistos, ajenos a voluntad de las partes y del Tribunal, se realizará el día siguiente hábil a las 10:30 hrs, salvo que recayere en sábado, caso en que se verificará el día lunes inmediatamente siguiente, también a las 10:30 hrs. La subasta se desarrollará mediante video-conferencia, por lo cual interesados deben rendir garantía suficiente para participar, equivalente al 10% del valor de tasación aprobado, mediante vale vista a la orden del 29° Juzgado Civil de Santiago, documento que se deberá presentar materialmente en Secretaría del Tribunal hasta las 12:00 hrs. del día hábil anterior a la subasta, y si dicho día fuera sábado, hasta las 12:00 hrs. del viernes anterior a la subasta. La subasta se realizará mediante la plataforma Zoom, para lo cual se requiere de un computador o teléfono con conexión a Internet, en ambos casos, con cámara, micrófono y audio del mismo equipo, siendo carga de las partes y postores tener elementos de conexión y tecnológicos. Todo interesado en participar en subasta como postor, deberá tener activa su Clave Única del Estado, para la eventual suscripción de correspondiente acta de remate. Los postores interesados deberán ingresar comprobante legible de rendición de la caución, a través del módulo especialmente establecido al efecto en la Oficina Judicial Virtual, y enviar un correo a la casilla electrónica jcsantiago29_remates@pjud.cl, hasta las 12:00 hrs. del día hábil anterior a la subasta, y si dicho día fuere sábado, hasta las 12:00 hrs. del viernes anterior a la subasta, indicando su nombre completo y adjuntando copia -por ambos lados- de su cédula de identidad, indicando el Rol de la causa en la cual participará, un correo electrónico y número telefónico para el caso que se requiera contactarlo durante la subasta por problemas de conexión. El link de conexión es: https://pjud-cl.zoom.us/j/92526738505. Mínimo subasta 6.270,77.- U.F., en su equivalente en pesos al día de la subasta. Saldo pagadero dentro de quinto día hábil siguiente al remate. Mayores antecedentes autos caratulados 'Banco Santander Chile con Alto Foco SPA y otro'. Juicio Ejecutivo, Rol C-9721-2023. Secretaria. <box>1602 565 1830 1565</box>
classified-ad <box>136 1467 364 1829</box>
column-body <box>1358 164 1586 1936</box>
ad-text: sona que desee participar de subasta deberá rendir caución suficiente por medio de vale vista endosable a la orden del Tribunal, por el 10% del mínimo para iniciar las posturas, la que se imputará al precio del remate, o se hará efectiva en la forma legal. Dicho vale vista deberá acompañarse materialmente a las dependencias del Tribunal el día anterior a la fecha fijada para el remate de 9:00 a 12:00 horas. En dicho acto los postores deberán indicar su identidad, el rol de la causa en la que participar, correo electrónico y número telefónico para contactarlo. Subasta se realizará por videoconferencia, mediante plataforma Zoom. Para participar en subasta postor deberá tener activa su Clave Única del Estado o firma electrónica avanzada, para la eventual suscripción de la pertinente acta de remate. Será carga de los interesados disponer de los elementos tecnológicos y de conexión necesarios para participar, debiendo el Tribunal coordinar su ingreso y participación con la debida anticipación. Saldo del precio de la subasta deberá pagarse al contado, dentro de quinto día hábil de efectuada, mediante consignación en la cuenta corriente del Tribunal. Demás antecedentes y bases actualizadas en autos ejecutivos caratulados 'Scotiabank Chile con Castañeda' Rol C-7713-2025. Secretaria. <box>624 171 853 585</box>
classified-ad <box>869 1501 1097 1765</box>
column-2 <box>380 130 608 1976</box>
ad-lead: REMATE. 28° JUZGADO CIVIL SAN- <box>869 1508 1064 1519</box>
